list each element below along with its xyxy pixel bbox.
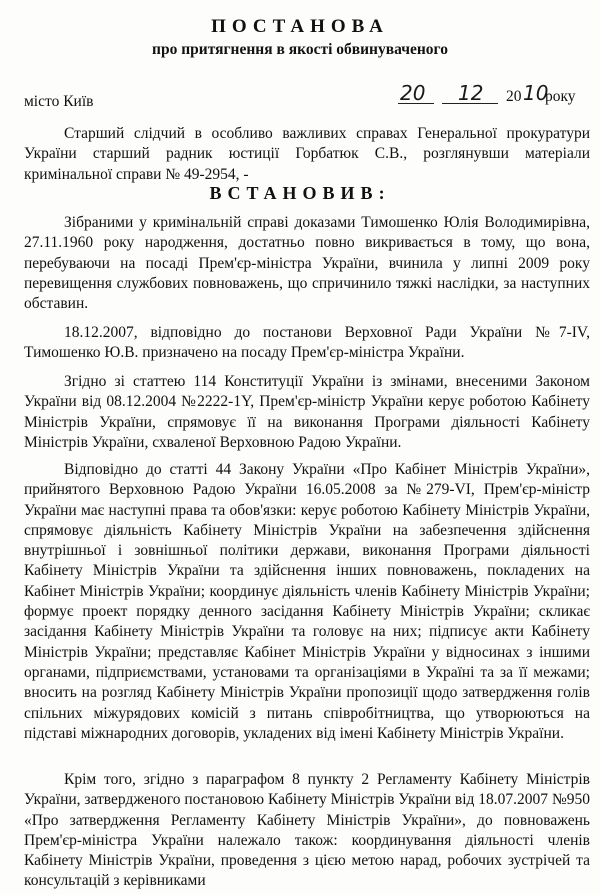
city: місто Київ [24,93,94,110]
date-year-suffix: 10 [523,81,549,105]
paragraph: Відповідно до статті 44 Закону України «Про Кабінет Міністрів України», прийнятого Верховною Радою України 16.05.2008 за №279-VI, Прем'єр-міністр України має наступні права та обов'язки: керує роботою Кабінету Міністрів України, спрямовує діяльність Кабінету Міністрів України на забезпечення здійснення внутрішньої і зовнішньої політики держави, виконання Програми діяльності Кабінету Міністрів України та здійснення інших повноважень, покладених на Кабінет Міністрів України; координує діяльність членів Кабінету Міністрів України; формує проект порядку денного засідання Кабінету Міністрів України; скликає засідання Кабінету Міністрів України та головує на них; підписує акти Кабінету Міністрів України; представляє Кабінет Міністрів України у відносинах з іншими органами, підприємствами, установами та організаціями в Україні та за її межами; вносить на розгляд Кабінету Міністрів України пропозиції щодо затвердження голів спільних міжурядових комісій з питань співробітництва, що утворюються на підставі міжнародних договорів, укладених від імені Кабінету Міністрів України. [24,461,590,742]
date-year-prefix: 20 [506,88,522,105]
document-subtitle: про притягнення в якості обвинуваченого [152,41,448,58]
paragraph: Зібраними у кримінальній справі доказами Тимошенко Юлія Володимирівна, 27.11.1960 року народження, достатньо повно викривається в тому, що вона, перебуваючи на посаді Прем'єр-міністра України, вчинила у липні 2009 року перевищення службових повноважень, що спричинило тяжкі наслідки, за наступних обставин. [24,214,590,313]
date-month: 12 [458,81,484,105]
paragraph-2-block [24,323,590,364]
paragraph-1-block [24,213,590,314]
paragraph: Згідно зі статтею 114 Конституції України із змінами, внесеними Законом України від 08.12.2004 №2222-1Y, Прем'єр-міністр України керує роботою Кабінету Міністрів України, спрямовує її на виконання Програми діяльності Кабінету Міністрів України, схваленої Верховною Радою України. [24,373,590,451]
intro-paragraph: Старший слідчий в особливо важливих справах Генеральної прокуратури України старший радник юстиції Горбатюк С.В., розглянувши матеріали кримінальної справи № 49-2954, - [24,125,590,183]
document-title: ПОСТАНОВА [211,16,389,37]
date-suffix: року [545,88,576,105]
paragraph: 18.12.2007, відповідно до постанови Верховної Ради України №7-IV, Тимошенко Ю.В. призначено на посаду Прем'єр-міністра України. [24,324,590,362]
paragraph-5-block [24,770,590,892]
paragraph-3-block [24,372,590,453]
paragraph-4-block [24,460,590,744]
date-day: 20 [400,81,426,105]
paragraph: Крім того, згідно з параграфом 8 пункту 2 Регламенту Кабінету Міністрів України, затвердженого постановою Кабінету Міністрів України від 18.07.2007 №950 «Про затвердження Регламенту Кабінету Міністрів України», до повноважень Прем'єр-міністра України належало також: координування діяльності членів Кабінету Міністрів України, проведення з цією метою нарад, робочих зустрічей та консультацій з керівниками [24,771,590,890]
established-heading: ВСТАНОВИВ: [209,183,391,203]
date-day-line [398,103,434,104]
intro-block [24,124,590,185]
document-date [398,83,588,109]
